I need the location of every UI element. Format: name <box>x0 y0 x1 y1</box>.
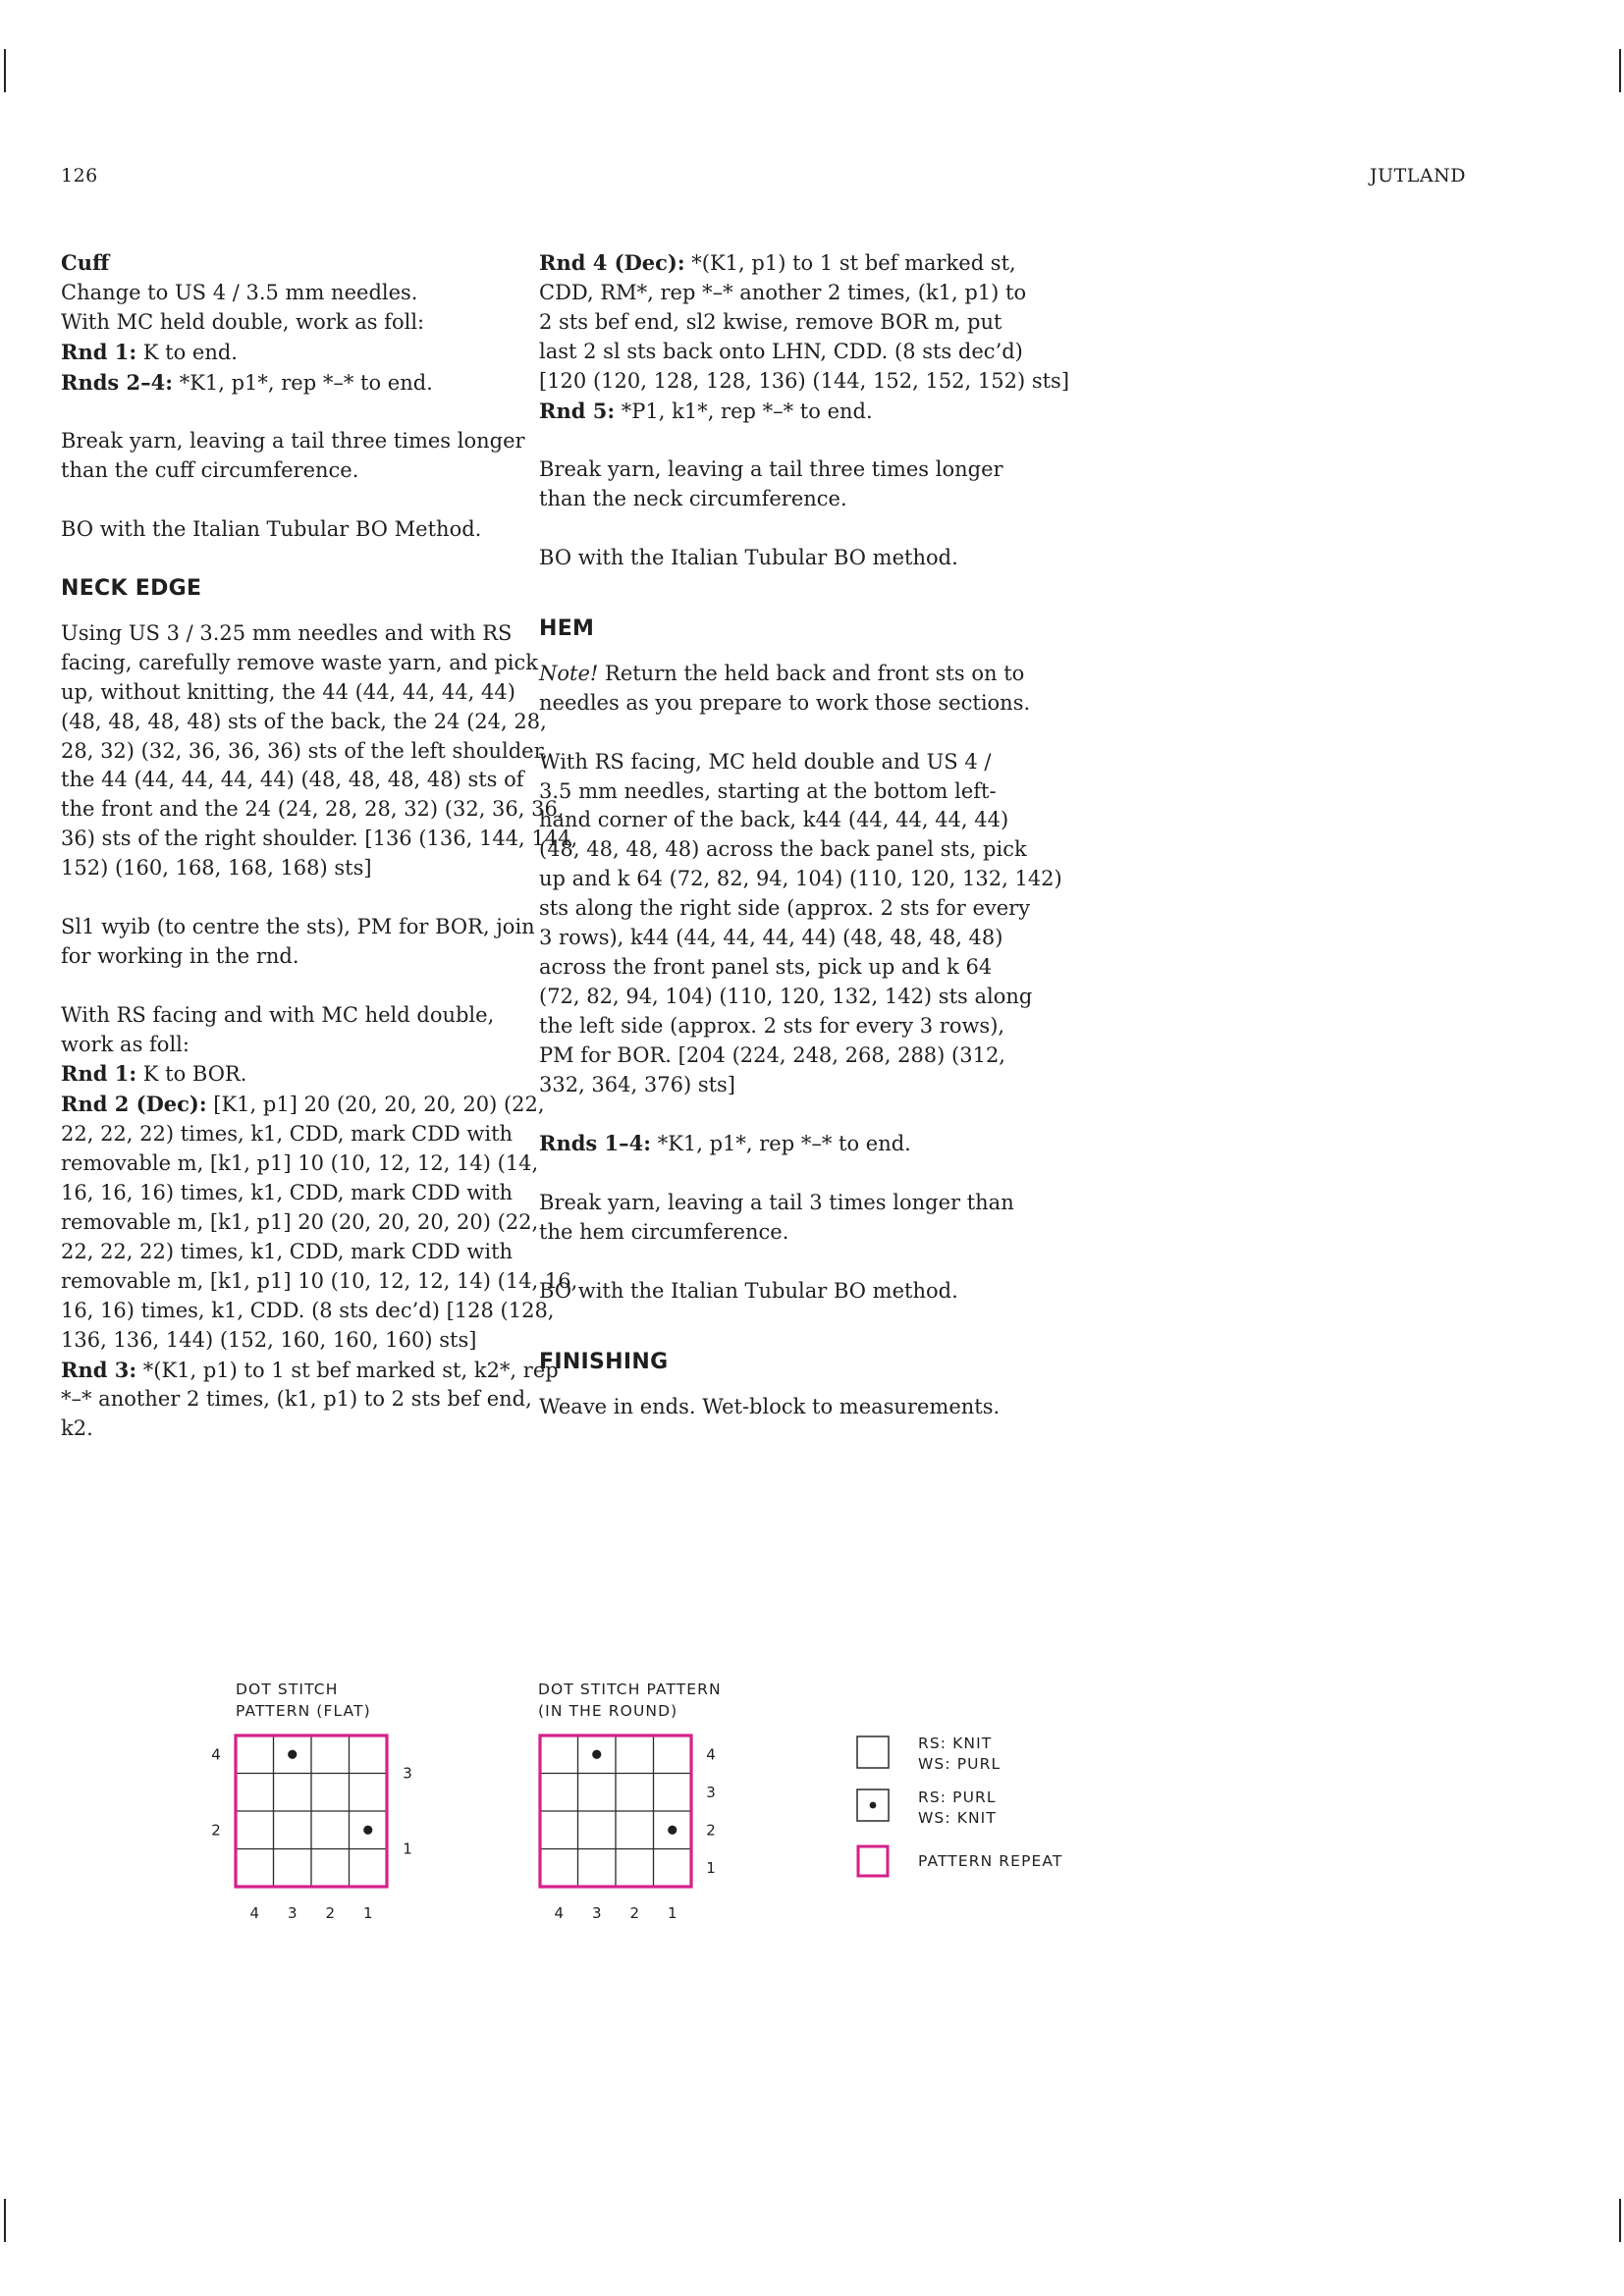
text-line: up, without knitting, the 44 (44, 44, 44, 44) <box>61 679 515 704</box>
neck-edge-join-paragraph <box>61 913 535 972</box>
finishing-heading: FINISHING <box>539 1349 669 1374</box>
text-line: 16, 16) times, k1, CDD. (8 sts dec’d) [128 (128, <box>61 1298 555 1322</box>
text-line: up and k 64 (72, 82, 94, 104) (110, 120, 132, 142) <box>539 867 1062 891</box>
column-label: 3 <box>287 1904 298 1922</box>
text-line: hand corner of the back, k44 (44, 44, 44, 44) <box>539 808 1009 832</box>
text-line: 3.5 mm needles, starting at the bottom left- <box>539 778 997 803</box>
column-label: 4 <box>249 1904 260 1922</box>
column-label: 1 <box>667 1904 677 1922</box>
crop-mark-top-left <box>4 49 6 92</box>
row-label: 1 <box>706 1858 716 1877</box>
hem-rounds-paragraph: Rnds 1–4: *K1, p1*, rep *–* to end. <box>539 1131 911 1156</box>
text-line: 36) sts of the right shoulder. [136 (136, 144, 144, <box>61 827 578 851</box>
text-line: Using US 3 / 3.25 mm needles and with RS <box>61 620 513 645</box>
hem-heading: HEM <box>539 615 595 641</box>
dot-icon <box>870 1802 877 1809</box>
purl-dot <box>592 1750 601 1759</box>
cuff-break-paragraph: Break yarn, leaving a tail three times longer than the cuff circumference. <box>61 429 525 483</box>
text-line: facing, carefully remove waste yarn, and pick <box>61 650 539 674</box>
cuff-title: Cuff <box>61 250 110 275</box>
text-line: Rnd 5: *P1, k1*, rep *–* to end. <box>539 398 873 423</box>
column-label: 3 <box>591 1904 602 1922</box>
text-line: removable m, [k1, p1] 10 (10, 12, 12, 14) (14, <box>61 1151 539 1176</box>
row-label: 2 <box>706 1821 716 1840</box>
crop-mark-bottom-right <box>1619 2199 1621 2242</box>
text-line: the left side (approx. 2 sts for every 3 rows), <box>539 1013 1005 1038</box>
text-line: sts along the right side (approx. 2 sts for every <box>539 896 1031 921</box>
round-chart-title: DOT STITCH PATTERN (IN THE ROUND) <box>538 1681 722 1720</box>
round-chart <box>530 1728 766 1924</box>
legend-knit-symbol <box>856 1735 890 1769</box>
rnd4-paragraph <box>539 248 1070 426</box>
row-label: 4 <box>211 1745 221 1764</box>
hem-bo-paragraph: BO with the Italian Tubular BO method. <box>539 1278 958 1303</box>
row-label: 4 <box>706 1745 716 1764</box>
text-line: last 2 sl sts back onto LHN, CDD. (8 sts dec’d) <box>539 339 1023 363</box>
neck-edge-rounds-paragraph <box>61 1001 578 1445</box>
page-number: 126 <box>61 165 98 187</box>
text-line: (48, 48, 48, 48) across the back panel sts, pick <box>539 837 1027 862</box>
text-line: the front and the 24 (24, 28, 28, 32) (32, 36, 36, <box>61 797 565 822</box>
crop-mark-bottom-left <box>4 2199 6 2242</box>
text-line: 16, 16, 16) times, k1, CDD, mark CDD with <box>61 1181 514 1205</box>
text-line: 22, 22, 22) times, k1, CDD, mark CDD with <box>61 1122 514 1147</box>
text-line: 332, 364, 376) sts] <box>539 1072 736 1096</box>
text-line: 2 sts bef end, sl2 kwise, remove BOR m, put <box>539 309 1002 334</box>
text-line: With RS facing, MC held double and US 4 / <box>539 749 992 774</box>
text-line: CDD, RM*, rep *–* another 2 times, (k1, p1) to <box>539 280 1027 304</box>
finishing-section <box>539 1348 1001 1422</box>
flat-chart-title: DOT STITCH PATTERN (FLAT) <box>236 1681 371 1720</box>
text-line: 3 rows), k44 (44, 44, 44, 44) (48, 48, 48, 48) <box>539 926 1003 950</box>
text-line: Rnd 2 (Dec): [K1, p1] 20 (20, 20, 20, 20) (22, <box>61 1092 545 1117</box>
purl-dot <box>363 1826 372 1835</box>
text-line: PM for BOR. [204 (224, 248, 268, 288) (312, <box>539 1042 1005 1067</box>
text-line: (72, 82, 94, 104) (110, 120, 132, 142) sts along <box>539 984 1033 1008</box>
text-line: removable m, [k1, p1] 20 (20, 20, 20, 20) (22, <box>61 1210 539 1235</box>
neck-break-paragraph: Break yarn, leaving a tail three times longer than the neck circumference. <box>539 457 1003 511</box>
text-line: work as foll: <box>61 1032 189 1056</box>
legend-repeat-symbol <box>856 1844 890 1878</box>
column-label: 2 <box>629 1904 640 1922</box>
hem-note-paragraph: Note! Return the held back and front sts on to needles as you prepare to work those sections. <box>539 661 1031 715</box>
section-title: JUTLAND <box>1370 165 1466 187</box>
column-label: 4 <box>554 1904 565 1922</box>
cuff-line: With MC held double, work as foll: <box>61 309 425 334</box>
text-line: *–* another 2 times, (k1, p1) to 2 sts bef end, <box>61 1387 532 1412</box>
column-label: 2 <box>325 1904 336 1922</box>
purl-dot <box>668 1826 677 1835</box>
flat-chart <box>196 1728 432 1924</box>
hem-section <box>539 614 1062 1307</box>
row-label: 3 <box>403 1764 412 1783</box>
neck-edge-heading: NECK EDGE <box>61 575 202 601</box>
text-line: Rnd 4 (Dec): *(K1, p1) to 1 st bef marked st, <box>539 250 1016 275</box>
text-line: removable m, [k1, p1] 10 (10, 12, 12, 14) (14, 16, <box>61 1268 578 1293</box>
text-line: across the front panel sts, pick up and k 64 <box>539 954 993 979</box>
text-line: 152) (160, 168, 168, 168) sts] <box>61 856 372 881</box>
text-line: Rnd 1: K to BOR. <box>61 1061 247 1087</box>
column-label: 1 <box>362 1904 373 1922</box>
right-column <box>539 248 1070 1452</box>
row-label: 2 <box>211 1821 221 1840</box>
cuff-line: Rnd 1: K to end. <box>61 339 238 364</box>
hem-pickup-paragraph <box>539 748 1062 1100</box>
row-label: 3 <box>706 1783 716 1801</box>
purl-dot <box>288 1750 297 1759</box>
text-line: 136, 136, 144) (152, 160, 160, 160) sts] <box>61 1327 477 1352</box>
cuff-bo-paragraph: BO with the Italian Tubular BO Method. <box>61 517 482 542</box>
text-line: Sl1 wyib (to centre the sts), PM for BOR, join <box>61 914 535 938</box>
legend-purl-symbol <box>856 1789 890 1822</box>
legend-repeat-label: PATTERN REPEAT <box>918 1852 1063 1870</box>
cuff-lines <box>61 279 522 399</box>
cuff-line: Change to US 4 / 3.5 mm needles. <box>61 280 418 304</box>
text-line: k2. <box>61 1416 93 1441</box>
crop-mark-top-right <box>1619 49 1621 92</box>
text-line: With RS facing and with MC held double, <box>61 1002 495 1027</box>
finishing-paragraph: Weave in ends. Wet-block to measurements. <box>539 1394 1001 1418</box>
text-line: the 44 (44, 44, 44, 44) (48, 48, 48, 48) sts of <box>61 768 524 792</box>
hem-break-paragraph: Break yarn, leaving a tail 3 times longer than the hem circumference. <box>539 1191 1014 1245</box>
text-line: (48, 48, 48, 48) sts of the back, the 24 (24, 28, <box>61 709 547 733</box>
cuff-section <box>61 248 525 545</box>
legend-knit-label: RS: KNIT WS: PURL <box>918 1735 1001 1773</box>
text-line: [120 (120, 128, 128, 136) (144, 152, 152, 152) sts] <box>539 368 1070 393</box>
text-line: for working in the rnd. <box>61 943 299 968</box>
cuff-line: Rnds 2–4: *K1, p1*, rep *–* to end. <box>61 369 433 395</box>
text-line: 22, 22, 22) times, k1, CDD, mark CDD with <box>61 1239 514 1263</box>
text-line: Rnd 3: *(K1, p1) to 1 st bef marked st, k2*, rep <box>61 1357 559 1382</box>
row-label: 1 <box>403 1840 412 1858</box>
neck-bo-paragraph: BO with the Italian Tubular BO method. <box>539 546 958 570</box>
text-line: 28, 32) (32, 36, 36, 36) sts of the left shoulder, <box>61 738 548 763</box>
legend-purl-label: RS: PURL WS: KNIT <box>918 1789 997 1827</box>
